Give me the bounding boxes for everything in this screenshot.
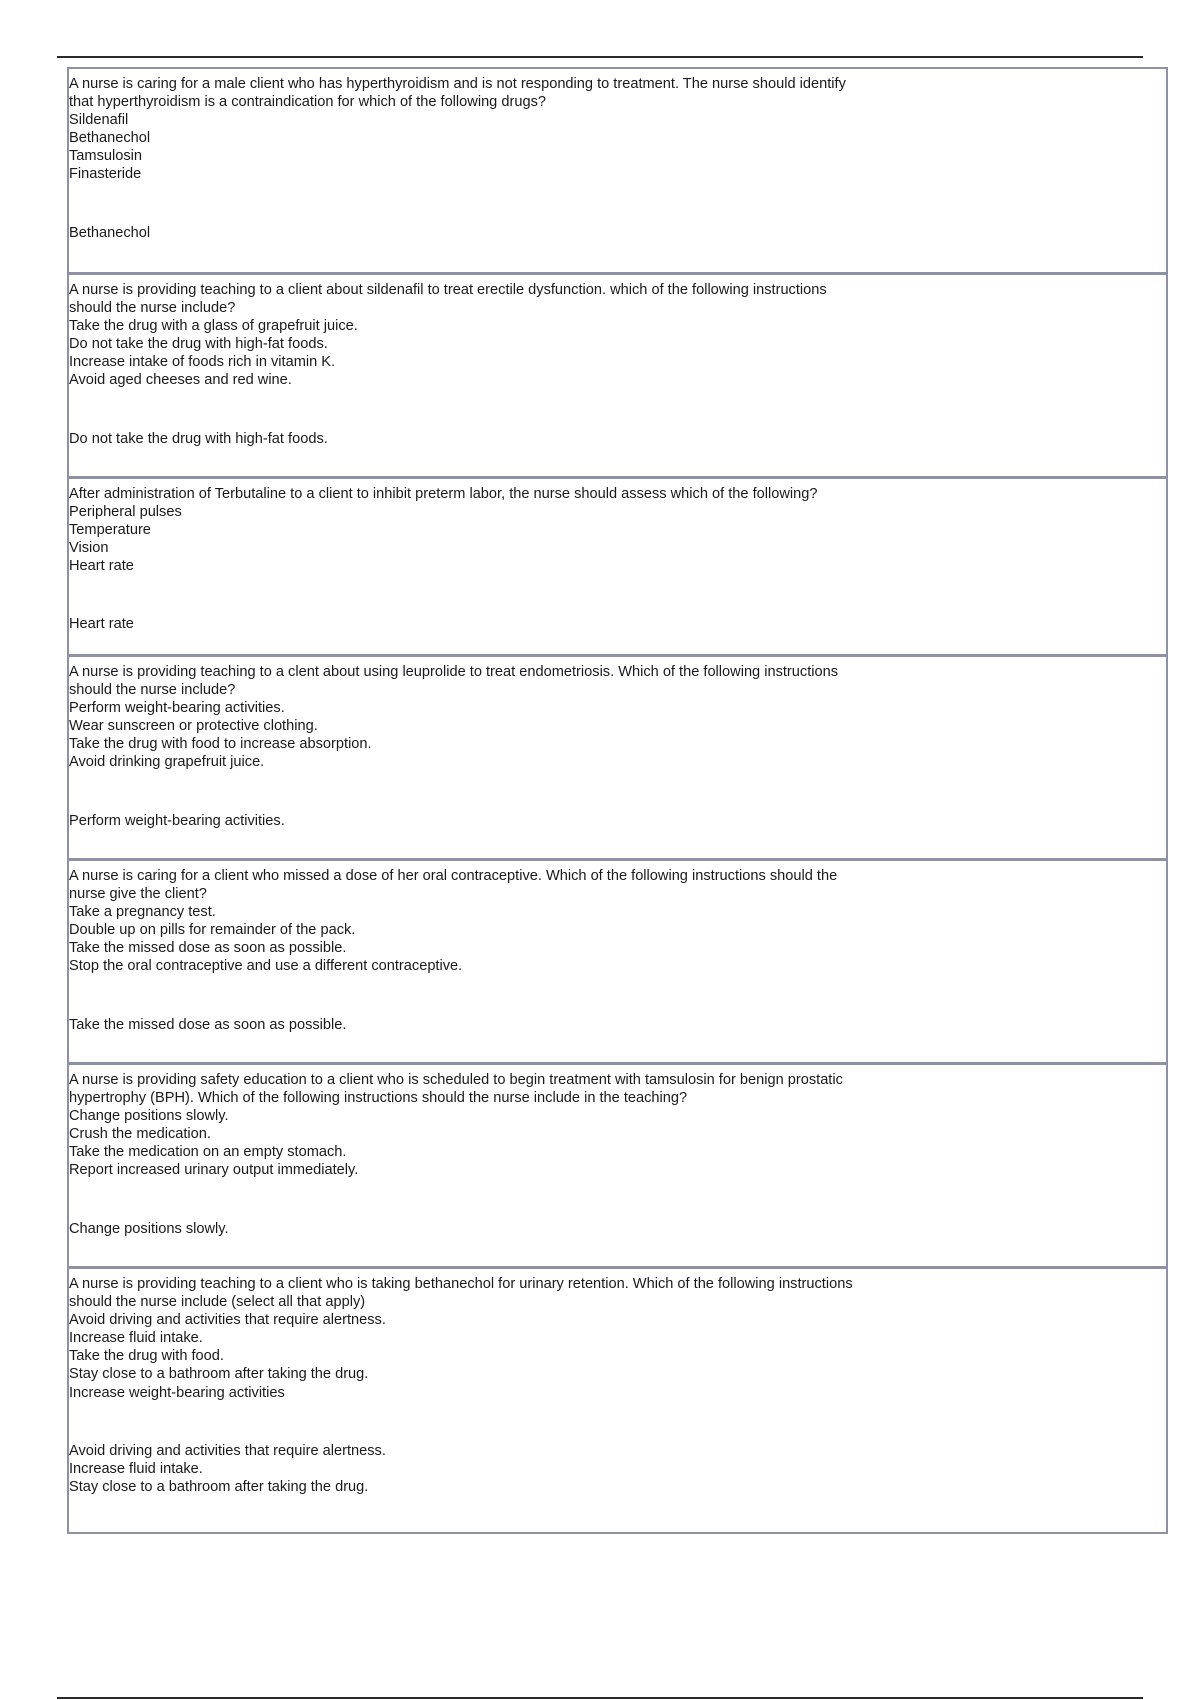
option-text: Avoid aged cheeses and red wine.	[69, 372, 292, 389]
option-text: Do not take the drug with high-fat foods.	[69, 336, 328, 353]
question-text: should the nurse include?	[69, 300, 236, 317]
option-text: Vision	[69, 540, 109, 557]
option-text: Sildenafil	[69, 112, 129, 129]
qa-table	[67, 67, 1168, 1534]
question-text: should the nurse include?	[69, 682, 236, 699]
option-text: Avoid driving and activities that require alertness.	[69, 1312, 386, 1329]
question-text: After administration of Terbutaline to a client to inhibit preterm labor, the nurse should assess which of the following?	[69, 486, 818, 502]
option-text: Stop the oral contraceptive and use a different contraceptive.	[69, 958, 463, 975]
question-text: A nurse is providing teaching to a clent about using leuprolide to treat endometriosis. Which of the following instructions	[69, 664, 839, 680]
question-text: nurse give the client?	[69, 886, 207, 903]
option-text: Peripheral pulses	[69, 504, 182, 521]
question-text: should the nurse include (select all that apply)	[69, 1294, 366, 1311]
answer-text: Perform weight-bearing activities.	[69, 812, 285, 829]
header-rule	[57, 56, 1143, 58]
answer-text: Avoid driving and activities that require alertness.	[69, 1442, 386, 1459]
footer-rule	[57, 1697, 1143, 1699]
option-text: Report increased urinary output immediately.	[69, 1162, 359, 1179]
question-text: A nurse is caring for a client who missed a dose of her oral contraceptive. Which of the following instructions should the	[69, 868, 838, 884]
question-text: A nurse is providing safety education to a client who is scheduled to begin treatment with tamsulosin for benign prostatic	[69, 1072, 843, 1088]
option-text: Double up on pills for remainder of the pack.	[69, 922, 356, 939]
answer-text: Bethanechol	[69, 224, 151, 241]
option-text: Temperature	[69, 522, 151, 539]
question-text: that hyperthyroidism is a contraindication for which of the following drugs?	[69, 94, 546, 111]
option-text: Take the drug with a glass of grapefruit juice.	[69, 318, 358, 335]
qa-card	[69, 858, 1166, 1062]
option-text: Take a pregnancy test.	[69, 904, 216, 921]
qa-card	[69, 1062, 1166, 1266]
option-text: Take the drug with food to increase absorption.	[69, 736, 372, 753]
answer-text: Heart rate	[69, 616, 134, 633]
qa-card	[69, 1266, 1166, 1532]
question-text: A nurse is providing teaching to a client who is taking bethanechol for urinary retention. Which of the following instructions	[69, 1276, 853, 1292]
option-text: Finasteride	[69, 166, 142, 183]
qa-card	[69, 69, 1166, 272]
question-text: hypertrophy (BPH). Which of the following instructions should the nurse include in the teaching?	[69, 1090, 688, 1107]
qa-card	[69, 476, 1166, 654]
option-text: Take the medication on an empty stomach.	[69, 1144, 347, 1161]
option-text: Bethanechol	[69, 130, 151, 147]
option-text: Crush the medication.	[69, 1126, 211, 1143]
answer-text: Take the missed dose as soon as possible.	[69, 1016, 347, 1033]
qa-card	[69, 272, 1166, 476]
answer-text: Stay close to a bathroom after taking the drug.	[69, 1478, 369, 1495]
option-text: Increase intake of foods rich in vitamin K.	[69, 354, 336, 371]
option-text: Take the drug with food.	[69, 1348, 224, 1365]
option-text: Increase fluid intake.	[69, 1330, 203, 1347]
option-text: Change positions slowly.	[69, 1108, 229, 1125]
question-text: A nurse is caring for a male client who has hyperthyroidism and is not responding to treatment. The nurse should identify	[69, 76, 846, 92]
option-text: Stay close to a bathroom after taking the drug.	[69, 1366, 369, 1383]
option-text: Take the missed dose as soon as possible.	[69, 940, 347, 957]
option-text: Heart rate	[69, 558, 134, 575]
answer-text: Increase fluid intake.	[69, 1460, 203, 1477]
option-text: Perform weight-bearing activities.	[69, 700, 285, 717]
option-text: Tamsulosin	[69, 148, 142, 165]
answer-text: Do not take the drug with high-fat foods.	[69, 430, 328, 447]
option-text: Increase weight-bearing activities	[69, 1384, 285, 1401]
qa-card	[69, 654, 1166, 858]
option-text: Wear sunscreen or protective clothing.	[69, 718, 318, 735]
question-text: A nurse is providing teaching to a client about sildenafil to treat erectile dysfunction. which of the following instructions	[69, 282, 827, 298]
answer-text: Change positions slowly.	[69, 1220, 229, 1237]
option-text: Avoid drinking grapefruit juice.	[69, 754, 265, 771]
